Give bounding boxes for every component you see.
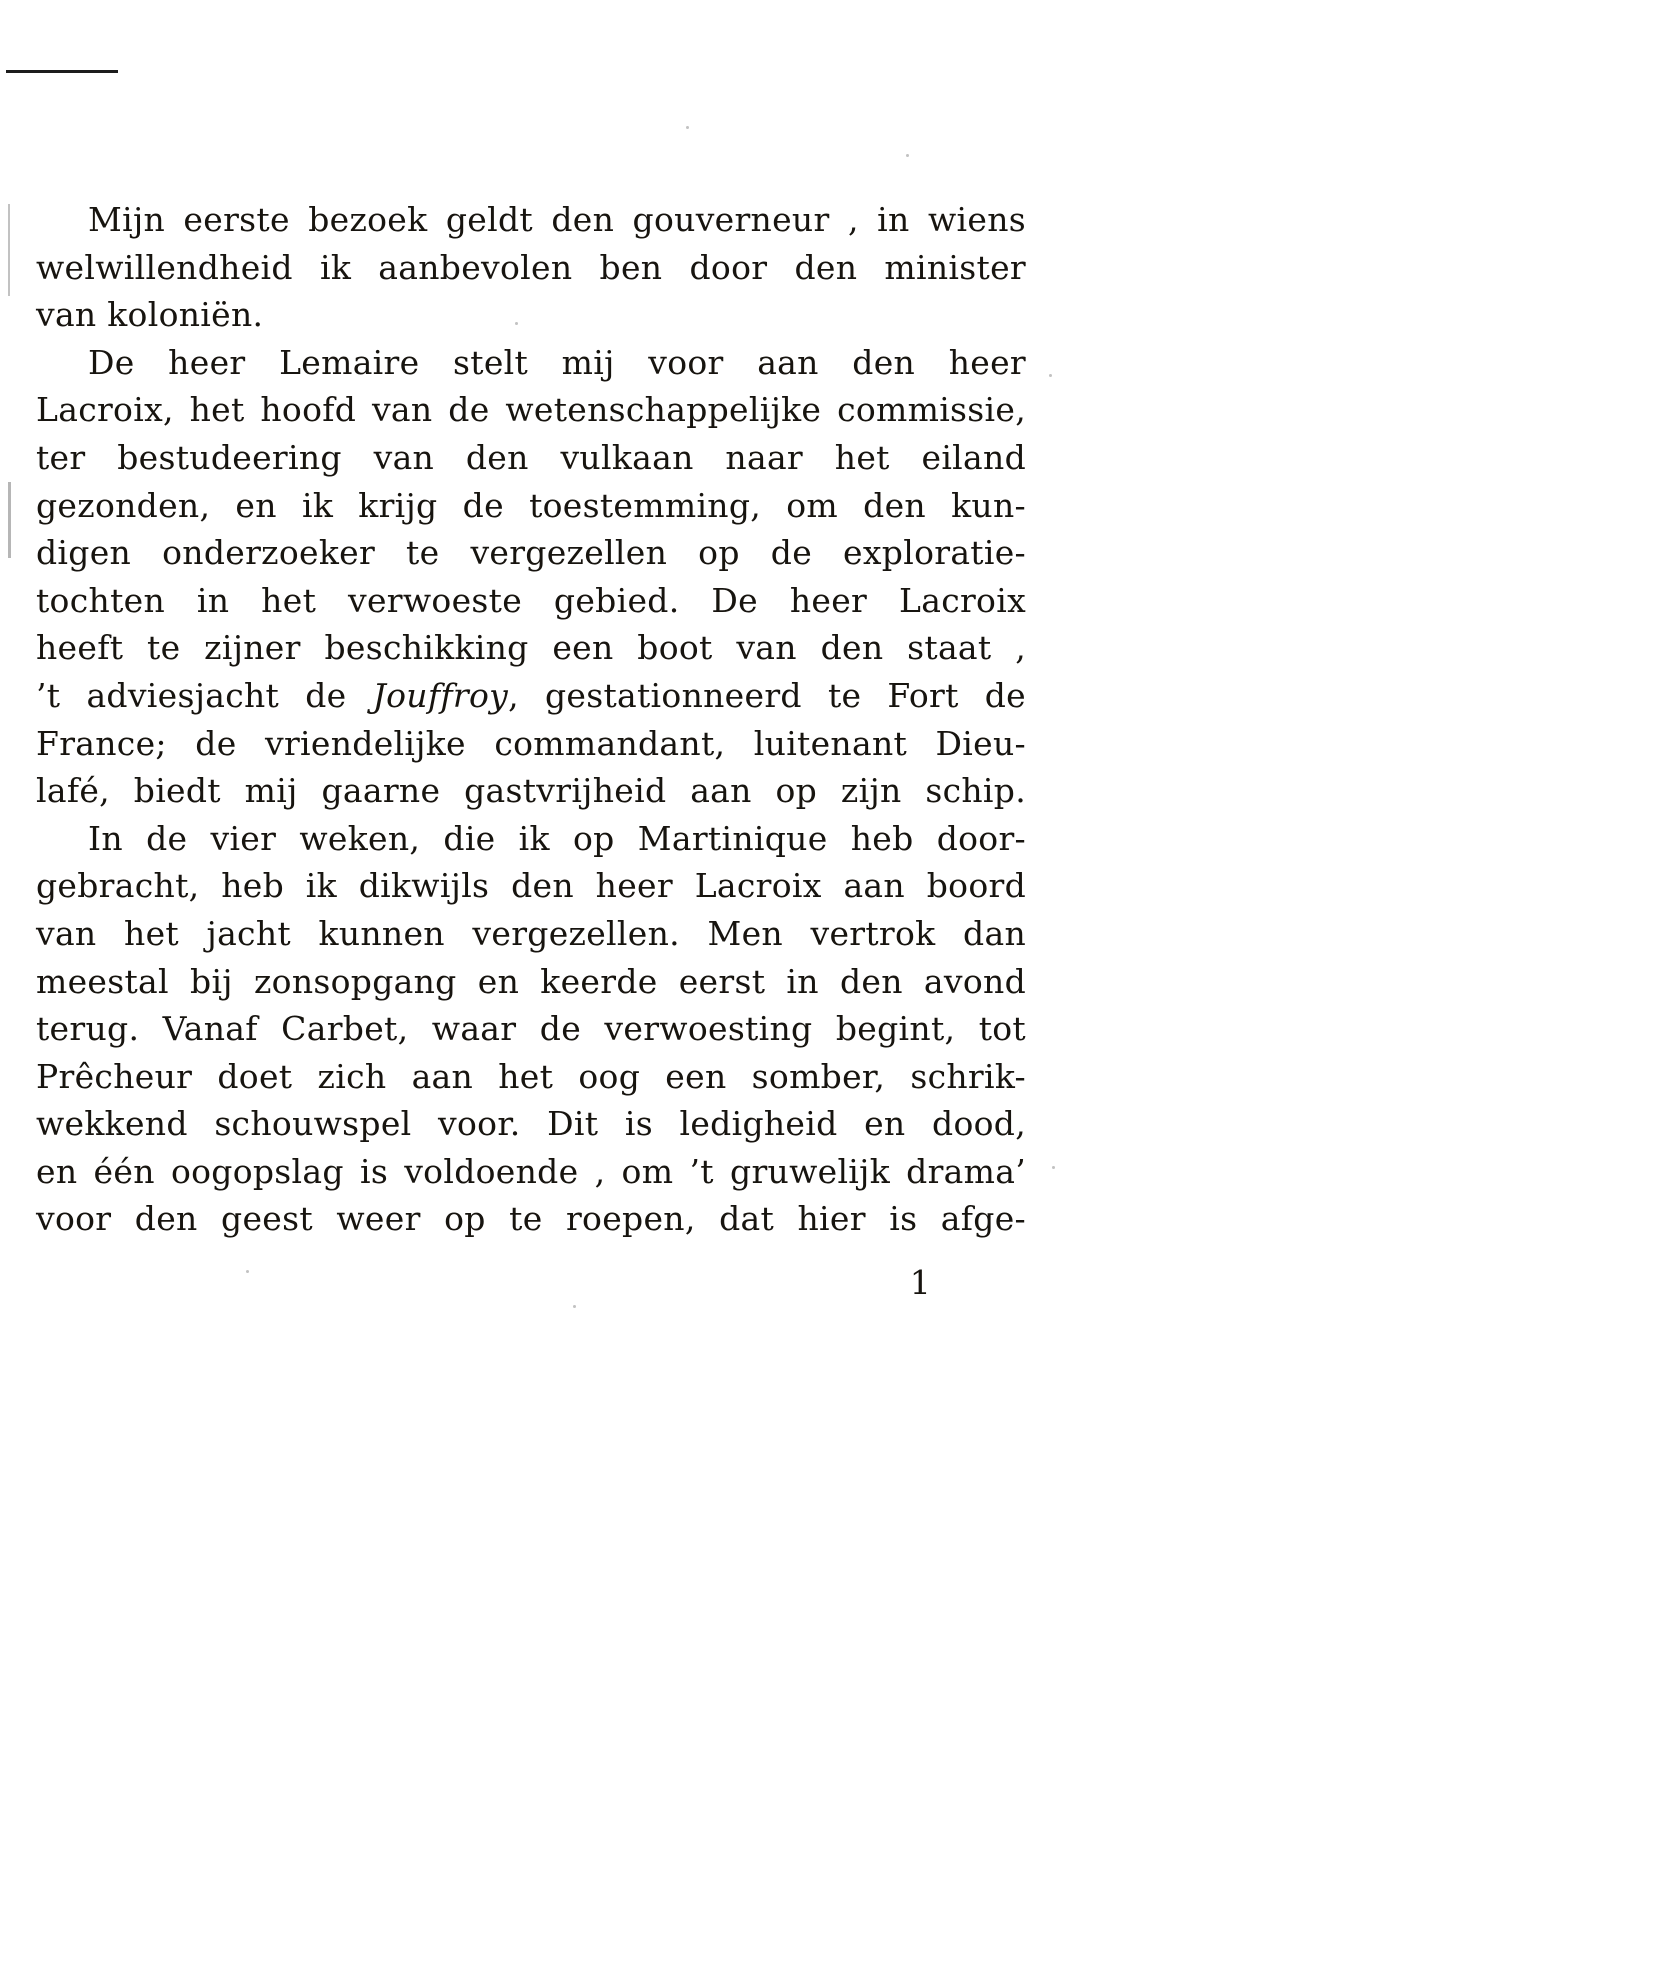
scan-speck xyxy=(686,126,689,129)
text-segment: Mijn eerste bezoek geldt den gouverneur , in wiens xyxy=(88,200,1026,239)
text-segment: welwillendheid ik aanbevolen ben door den minister xyxy=(36,247,1026,287)
text-segment: terug. Vanaf Carbet, waar de verwoesting begint, tot xyxy=(36,1009,1026,1049)
text-line xyxy=(36,434,1026,482)
text-segment: van koloniën. xyxy=(36,295,264,335)
text-line xyxy=(36,720,1026,768)
text-line xyxy=(36,1148,1026,1196)
scan-speck xyxy=(1052,1166,1055,1169)
scan-speck xyxy=(906,154,909,157)
text-segment: van het jacht kunnen vergezellen. Men vertrok dan xyxy=(36,913,1026,953)
text-line xyxy=(36,958,1026,1006)
text-segment: De heer Lemaire stelt mij voor aan den heer xyxy=(88,342,1026,382)
paragraph xyxy=(36,196,1026,339)
text-line xyxy=(36,624,1026,672)
text-line xyxy=(36,386,1026,434)
text-line xyxy=(36,196,1026,244)
text-line xyxy=(36,1100,1026,1148)
text-line xyxy=(36,672,1026,720)
text-segment: wekkend schouwspel voor. Dit is ledigheid en dood, xyxy=(36,1104,1026,1144)
text-segment: heeft te zijner beschikking een boot van den staat , xyxy=(36,628,1026,668)
text-segment: gebracht, heb ik dikwijls den heer Lacroix aan boord xyxy=(36,866,1026,906)
text-line xyxy=(36,767,1026,815)
text-line xyxy=(36,244,1026,292)
scan-edge-mark xyxy=(8,482,11,558)
text-line xyxy=(36,339,1026,387)
text-line xyxy=(36,577,1026,625)
text-segment: voor den geest weer op te roepen, dat hier is afge- xyxy=(36,1199,1026,1239)
text-line xyxy=(36,910,1026,958)
text-segment: Prêcheur doet zich aan het oog een somber, schrik- xyxy=(36,1056,1026,1096)
text-line xyxy=(36,1005,1026,1053)
text-segment: France; de vriendelijke commandant, luitenant Dieu- xyxy=(36,723,1026,763)
text-segment: tochten in het verwoeste gebied. De heer Lacroix xyxy=(36,580,1026,620)
text-segment: digen onderzoeker te vergezellen op de exploratie- xyxy=(36,533,1026,573)
scan-speck xyxy=(1049,374,1052,377)
text-segment: gezonden, en ik krijg de toestemming, om den kun- xyxy=(36,485,1026,525)
text-line xyxy=(36,815,1026,863)
text-line xyxy=(36,1195,1026,1243)
text-segment: en één oogopslag is voldoende , om ’t gruwelijk drama’ xyxy=(36,1151,1026,1191)
text-line xyxy=(36,529,1026,577)
text-segment: Lacroix, het hoofd van de wetenschappelijke commissie, xyxy=(36,390,1026,430)
text-segment: ter bestudeering van den vulkaan naar het eiland xyxy=(36,437,1026,477)
paragraph xyxy=(36,815,1026,1243)
text-segment: In de vier weken, die ik op Martinique heb door- xyxy=(88,818,1026,858)
italic-text: Jouffroy xyxy=(372,675,509,715)
page-number: 1 xyxy=(909,1263,931,1303)
text-line xyxy=(36,862,1026,910)
text-segment: lafé, biedt mij gaarne gastvrijheid aan op zijn schip. xyxy=(36,771,1026,811)
text-segment: ’t adviesjacht de xyxy=(36,675,373,715)
text-block xyxy=(36,196,1026,1307)
text-segment: , gestationneerd te Fort de xyxy=(508,675,1026,715)
paragraph xyxy=(36,339,1026,815)
text-segment: meestal bij zonsopgang en keerde eerst in den avond xyxy=(36,961,1026,1001)
scan-edge-mark xyxy=(8,204,10,296)
text-line xyxy=(36,291,1026,339)
text-line xyxy=(36,482,1026,530)
scan-rule-mark xyxy=(6,70,118,73)
text-line xyxy=(36,1053,1026,1101)
